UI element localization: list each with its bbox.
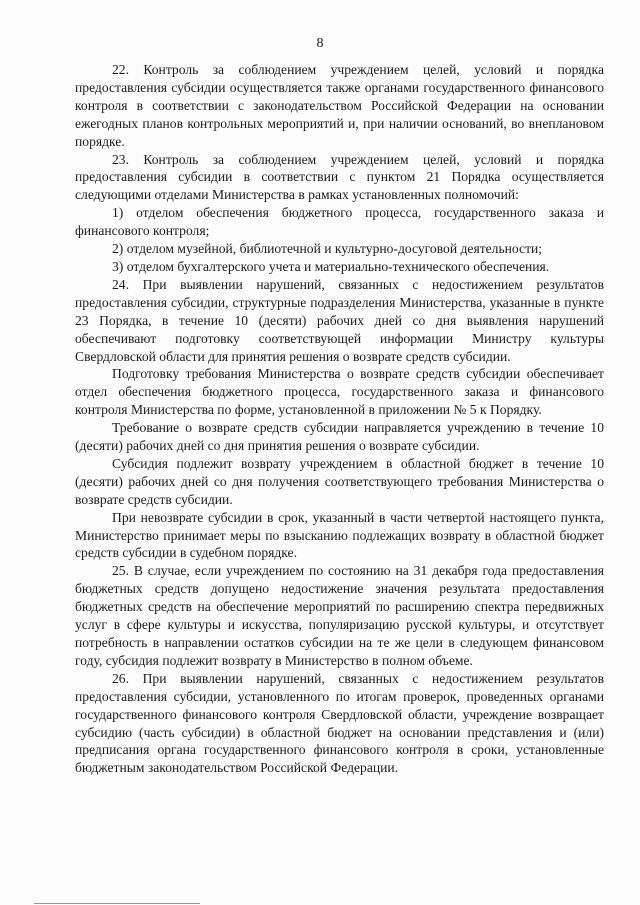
paragraph-24-demand-sending: Требование о возврате средств субсидии направляется учреждению в течение 10 (десяти) рабочих дней со дня принятия решения о возврате субсидии. bbox=[75, 420, 604, 454]
document-body bbox=[75, 61, 604, 777]
paragraph-24: 24. При выявлении нарушений, связанных с недостижением результатов предоставления субсидии, структурные подразделения Министерства, указанные в пункте 23 Порядка, в течение 10 (десяти) рабочих дней со дня выявления нарушений обеспечивают подготовку соответствующей информации Министру культуры Свердловской области для принятия решения о возврате средств субсидии. bbox=[75, 276, 604, 364]
paragraph-24-refund-term: Субсидия подлежит возврату учреждением в областной бюджет в течение 10 (десяти) рабочих дней со дня получения соответствующего требования Министерства о возврате средств субсидии. bbox=[75, 455, 604, 507]
paragraph-22: 22. Контроль за соблюдением учреждением целей, условий и порядка предоставления субсидии осуществляется также органами государственного финансового контроля в соответствии с законодательством Российской Федерации на основании ежегодных планов контрольных мероприятий и, при наличии оснований, во внеплановом порядке. bbox=[75, 62, 604, 149]
paragraph-24-demand-preparation: Подготовку требования Министерства о возврате средств субсидии обеспечивает отдел обеспечения бюджетного процесса, государственного заказа и финансового контроля Министерства по форме, установленной в приложении № 5 к Порядку. bbox=[75, 366, 604, 418]
paragraph-23-item-2: 2) отделом музейной, библиотечной и культурно-досуговой деятельности; bbox=[112, 241, 543, 257]
page-number: 8 bbox=[316, 36, 324, 51]
paragraph-26: 26. При выявлении нарушений, связанных с недостижением результатов предоставления субсидии, установленного по итогам проверок, проведенных органами государственного финансового контроля Свердловской области, учреждение возвращает субсидию (часть субсидии) в областной бюджет на основании представления и (или) предписания органа государственного финансового контроля в сроки, установленные бюджетным законодательством Российской Федерации. bbox=[75, 670, 604, 776]
paragraph-25: 25. В случае, если учреждением по состоянию на 31 декабря года предоставления бюджетных средств допущено недостижение значения результата предоставления бюджетных средств на обеспечение мероприятий по расширению спектра передвижных услуг в сфере культуры и искусства, популяризацию русской культуры, и отсутствует потребность в направлении остатков субсидии на те же цели в следующем финансовом году, субсидия подлежит возврату в Министерство в полном объеме. bbox=[75, 563, 604, 668]
paragraph-23-item-1: 1) отделом обеспечения бюджетного процесса, государственного заказа и финансового контроля; bbox=[75, 205, 604, 239]
paragraph-24-court-recovery: При невозврате субсидии в срок, указанный в части четвертой настоящего пункта, Министерство принимает меры по взысканию подлежащих возврату в областной бюджет средств субсидии в судебном порядке. bbox=[75, 509, 604, 561]
paragraph-23-item-3: 3) отделом бухгалтерского учета и материально-технического обеспечения. bbox=[112, 258, 550, 274]
paragraph-23: 23. Контроль за соблюдением учреждением целей, условий и порядка предоставления субсидии в соответствии с пунктом 21 Порядка осуществляется следующими отделами Министерства в рамках установленных полномочий: bbox=[75, 151, 604, 203]
footer-divider bbox=[34, 903, 200, 904]
